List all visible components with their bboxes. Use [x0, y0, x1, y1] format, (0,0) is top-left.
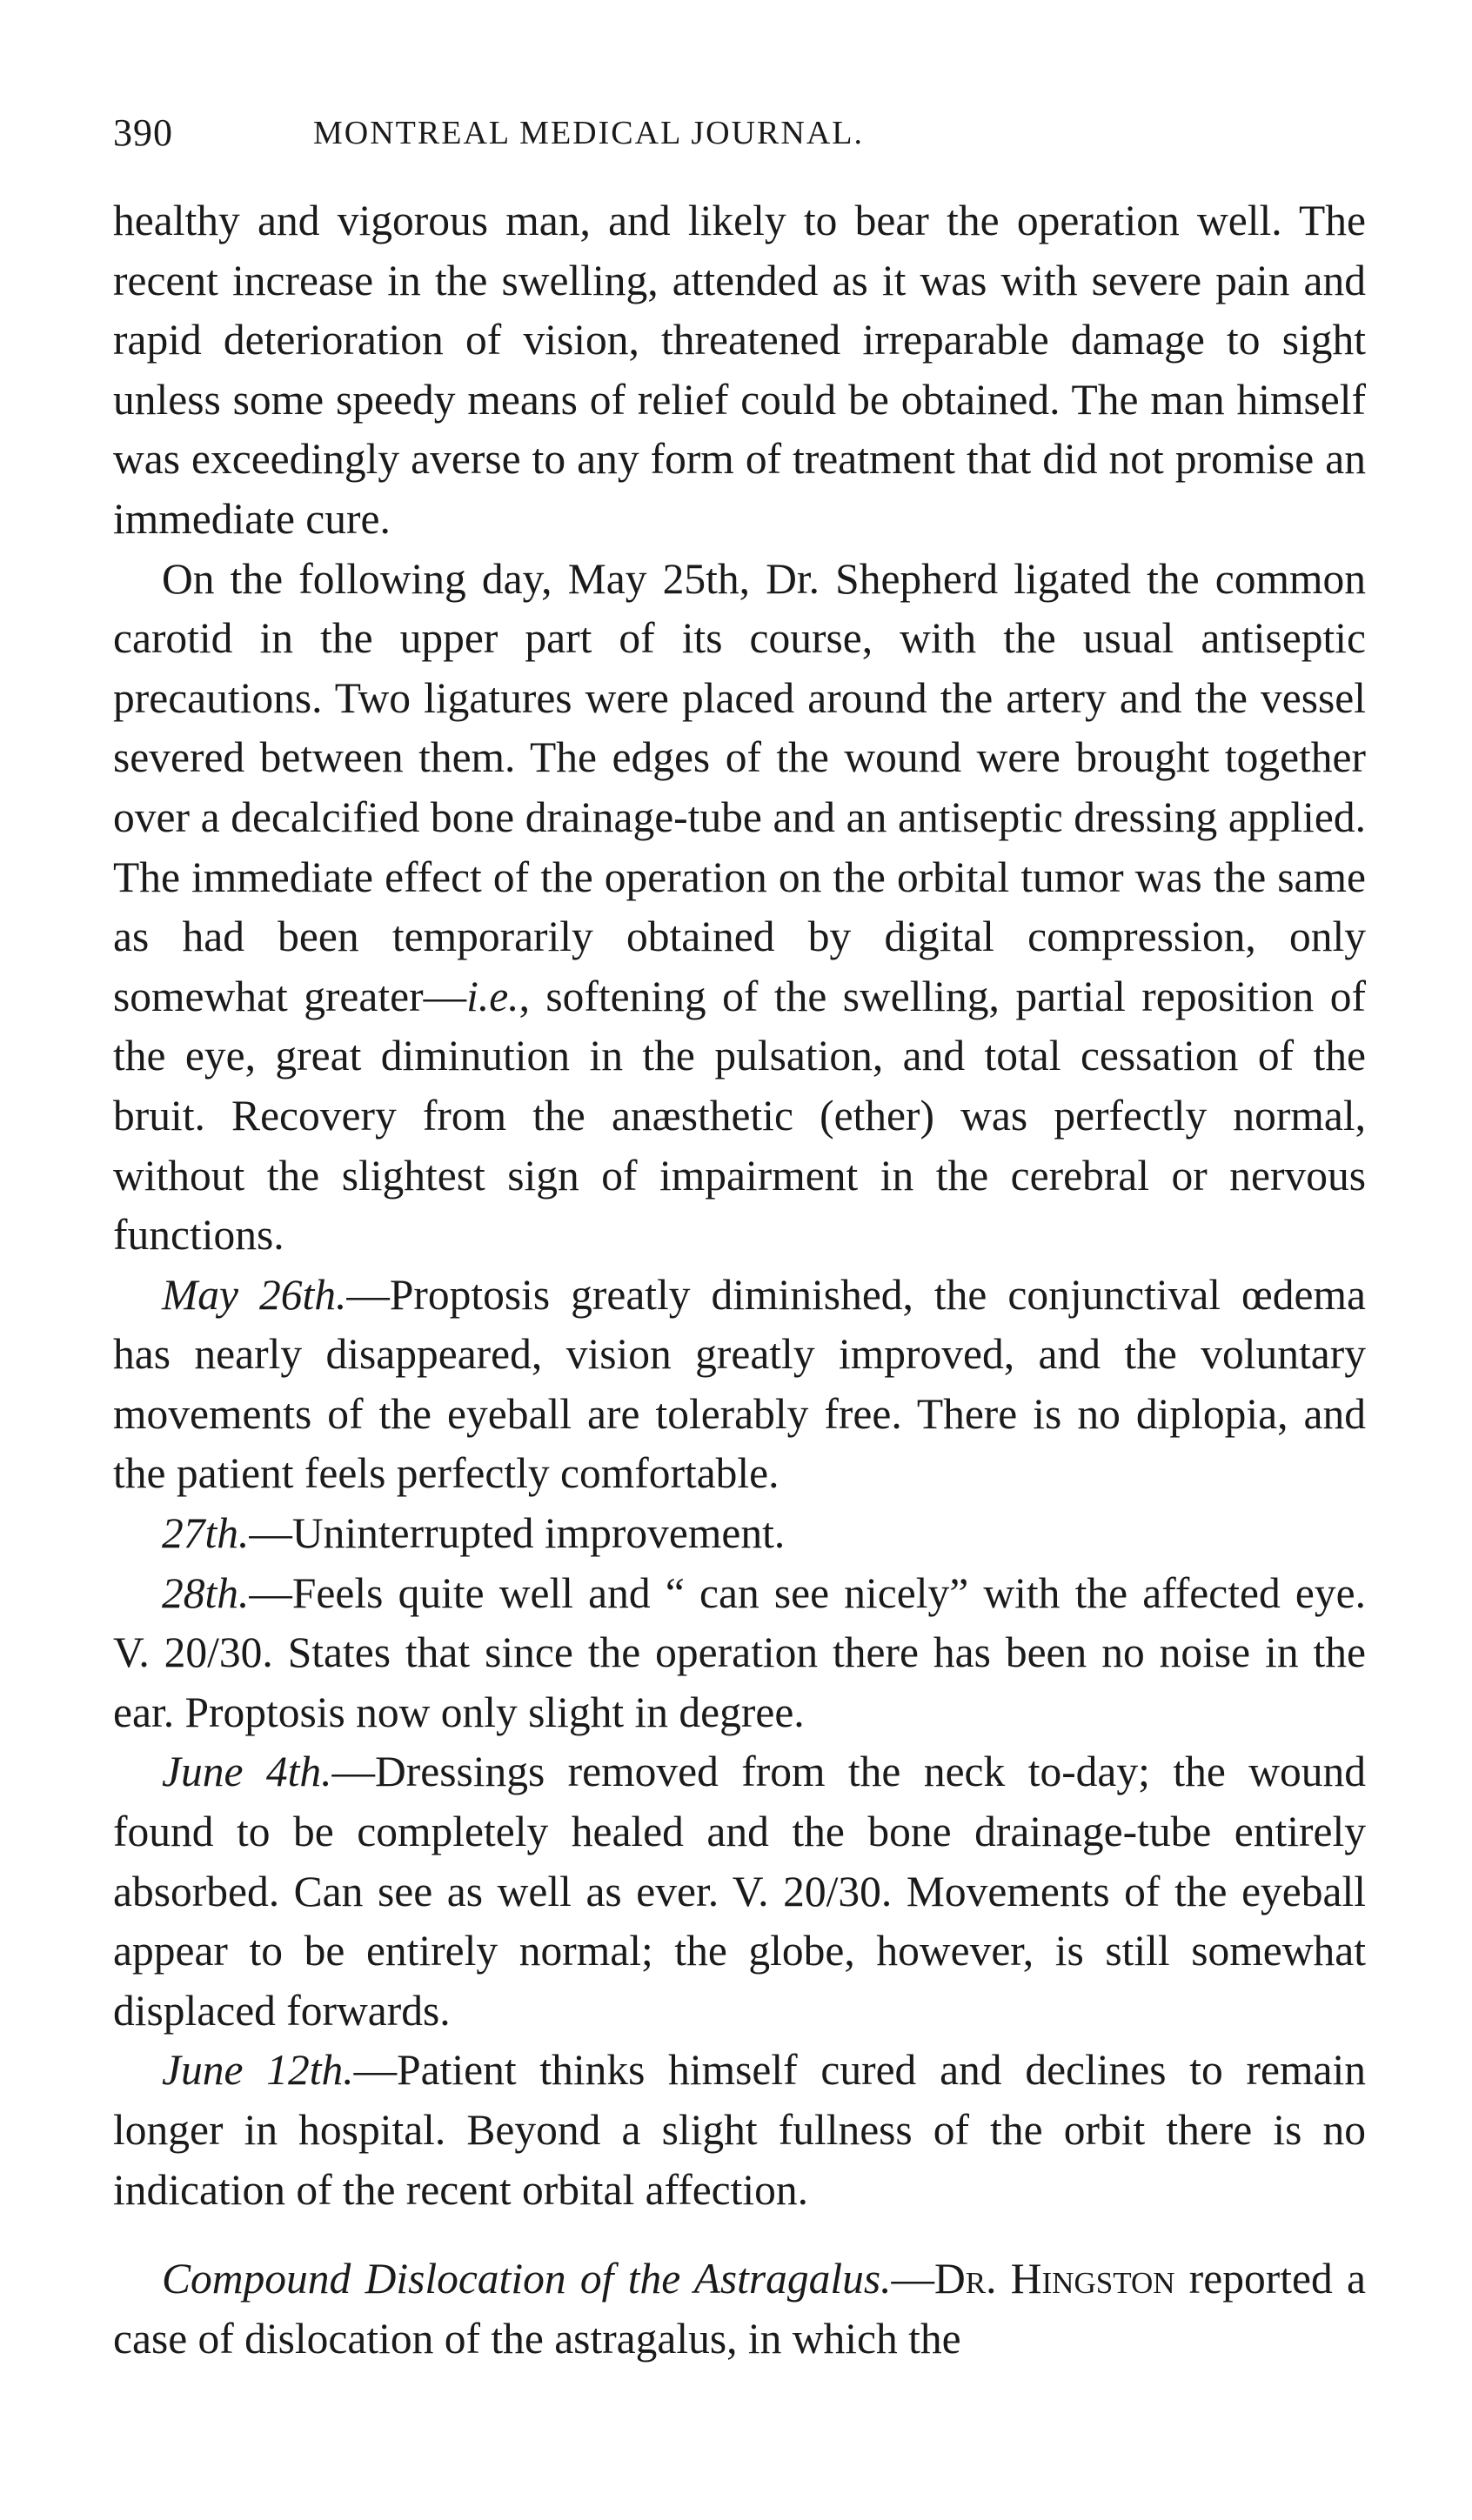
paragraph-continuation	[113, 191, 1366, 550]
paragraph-text: reported a case of dislocation of the astragalus, in which the	[113, 2255, 1367, 2363]
entry-june-12	[113, 2041, 1366, 2220]
paragraph-operation	[113, 550, 1366, 1266]
journal-title: MONTREAL MEDICAL JOURNAL.	[313, 115, 864, 151]
entry-27	[113, 1504, 1366, 1564]
page-number: 390	[113, 111, 173, 154]
reporter-name: Dr. Hingston	[934, 2255, 1175, 2303]
running-head	[113, 103, 1366, 164]
entry-date: June 4th.	[162, 1748, 332, 1796]
entry-date: 28th.	[162, 1568, 250, 1617]
ie-abbrev: i.e.	[466, 972, 519, 1020]
entry-may-26	[113, 1266, 1366, 1504]
document-page	[113, 103, 1366, 2369]
entry-june-4	[113, 1742, 1366, 2041]
case-report-astragalus	[113, 2249, 1366, 2369]
paragraph-text: On the following day, May 25th, Dr. Shepherd ligated the common carotid in the upper part of its course, with the usual antiseptic precautions. Two ligatures were placed around the artery and the vessel severed between them. The edges of the wound were brought together over a decalcified bone drainage-tube and an antiseptic dressing applied. The immediate effect of the operation on the orbital tumor was the same as had been temporarily obtained by digital compression, only somewhat greater—	[113, 554, 1366, 1020]
entry-date: June 12th.	[162, 2046, 354, 2095]
dash: —	[891, 2255, 934, 2303]
entry-text: —Uninterrupted improvement.	[249, 1509, 786, 1558]
entry-text: —Patient thinks himself cured and declines to remain longer in hospital. Beyond a slight fullness of the orbit there is no indication of the recent orbital affection.	[113, 2046, 1366, 2214]
body-text	[113, 191, 1366, 2369]
paragraph-text: healthy and vigorous man, and likely to bear the operation well. The recent increase in the swelling, attended as it was with severe pain and rapid deterioration of vision, threatened irreparable damage to sight unless some speedy means of relief could be obtained. The man himself was exceedingly averse to any form of treatment that did not promise an immediate cure.	[113, 197, 1366, 543]
entry-text: —Proptosis greatly diminished, the conjunctival œdema has nearly disappeared, vision greatly improved, and the voluntary movements of the eyeball are tolerably free. There is no diplopia, and the patient feels perfectly comfortable.	[113, 1270, 1366, 1498]
entry-date: May 26th.	[162, 1270, 347, 1319]
entry-text: —Dressings removed from the neck to-day; the wound found to be completely healed and the bone drainage-tube entirely absorbed. Can see as well as ever. V. 20/30. Movements of the eyeball appear to be entirely normal; the globe, however, is still somewhat displaced forwards.	[113, 1748, 1366, 2035]
entry-text: —Feels quite well and “ can see nicely” with the affected eye. V. 20/30. States that since the operation there has been no noise in the ear. Proptosis now only slight in degree.	[113, 1568, 1366, 1736]
case-title: Compound Dislocation of the Astragalus.	[162, 2255, 892, 2303]
entry-28	[113, 1564, 1366, 1743]
entry-date: 27th.	[162, 1509, 250, 1558]
paragraph-text: , softening of the swelling, partial reposition of the eye, great diminution in the pulsation, and total cessation of the bruit. Recovery from the anæsthetic (ether) was perfectly normal, without the slightest sign of impairment in the cerebral or nervous functions.	[113, 972, 1367, 1260]
